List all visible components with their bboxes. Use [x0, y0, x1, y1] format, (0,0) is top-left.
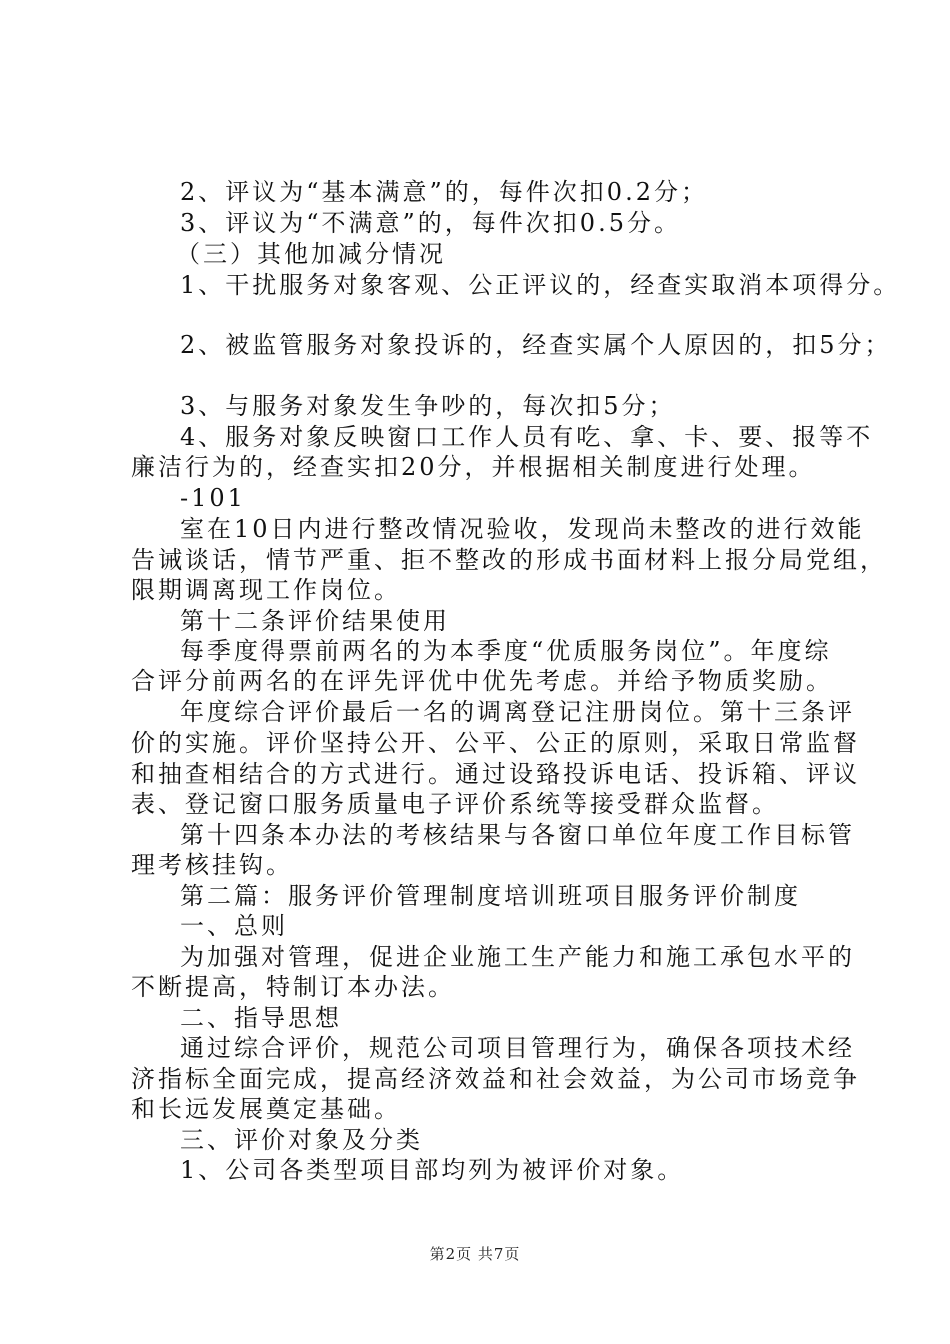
section-heading: （三）其他加减分情况 [176, 240, 446, 268]
text-line: 1、公司各类型项目部均列为被评价对象。 [180, 1156, 685, 1184]
text-line: 2、评议为“基本满意”的，每件次扣0.2分； [180, 178, 708, 206]
text-line: 合评分前两名的在评先评优中优先考虑。并给予物质奖励。 [131, 667, 833, 695]
text-line: 每季度得票前两名的为本季度“优质服务岗位”。年度综 [180, 637, 832, 665]
text-line: 为加强对管理，促进企业施工生产能力和施工承包水平的 [180, 943, 855, 971]
text-line: 价的实施。评价坚持公开、公平、公正的原则，采取日常监督 [131, 729, 860, 757]
text-line: 2、被监管服务对象投诉的，经查实属个人原因的，扣5分； [180, 331, 892, 359]
text-line: 表、登记窗口服务质量电子评价系统等接受群众监督。 [131, 790, 779, 818]
article-heading: 第十二条评价结果使用 [180, 607, 450, 635]
text-line: 和长远发展奠定基础。 [131, 1095, 401, 1123]
text-line: 4、服务对象反映窗口工作人员有吃、拿、卡、要、报等不 [180, 423, 874, 451]
text-line: 第十四条本办法的考核结果与各窗口单位年度工作目标管 [180, 821, 855, 849]
text-line: 1、干扰服务对象客观、公正评议的，经查实取消本项得分。 [180, 271, 901, 299]
chapter-heading: 第二篇：服务评价管理制度培训班项目服务评价制度 [180, 882, 801, 910]
page-number-footer: 第2页 共7页 [429, 1245, 521, 1263]
text-line: 3、与服务对象发生争吵的，每次扣5分； [180, 392, 676, 420]
text-line: 通过综合评价，规范公司项目管理行为，确保各项技术经 [180, 1034, 855, 1062]
text-line: 和抽查相结合的方式进行。通过设臵投诉电话、投诉箱、评议 [131, 760, 860, 788]
text-line: 年度综合评价最后一名的调离登记注册岗位。第十三条评 [180, 698, 855, 726]
section-heading: 二、指导思想 [180, 1004, 342, 1032]
text-line: 室在10日内进行整改情况验收，发现尚未整改的进行效能 [180, 515, 865, 543]
text-line: 不断提高，特制订本办法。 [131, 973, 455, 1001]
text-line: 限期调离现工作岗位。 [131, 576, 401, 604]
text-line: 理考核挂钩。 [131, 851, 293, 879]
page-marker: -101 [180, 484, 246, 512]
section-heading: 一、总则 [180, 912, 288, 940]
text-line: 告诫谈话，情节严重、拒不整改的形成书面材料上报分局党组， [131, 546, 887, 574]
section-heading: 三、评价对象及分类 [180, 1126, 423, 1154]
text-line: 廉洁行为的，经查实扣20分，并根据相关制度进行处理。 [131, 453, 816, 481]
text-line: 3、评议为“不满意”的，每件次扣0.5分。 [180, 209, 681, 237]
text-line: 济指标全面完成，提高经济效益和社会效益，为公司市场竞争 [131, 1065, 860, 1093]
